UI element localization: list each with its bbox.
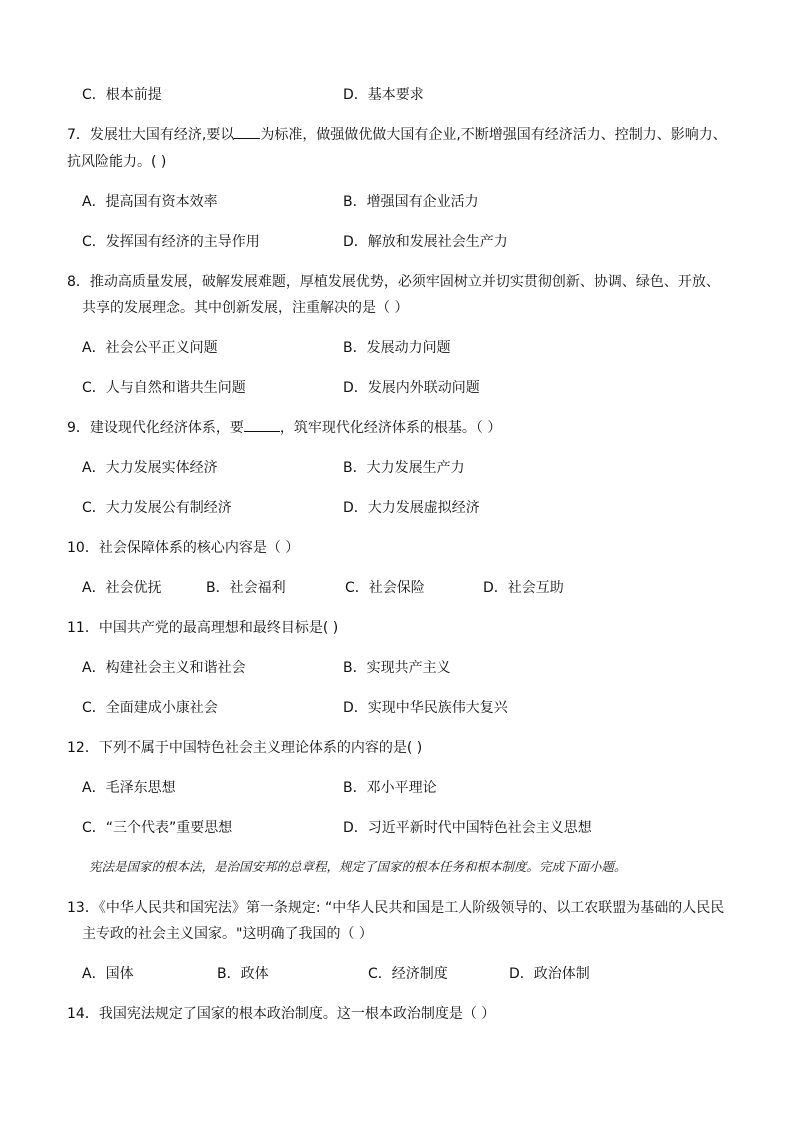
q7-blank [234, 126, 260, 139]
q9-option-d: D．大力发展虚拟经济 [343, 500, 480, 516]
q10-option-a: A．社会优抚 [82, 580, 162, 596]
q9-option-b: B．大力发展生产力 [343, 460, 465, 476]
q7-stem-part-a: 7．发展壮大国有经济,要以 [67, 127, 235, 143]
q7-stem-line2: 抗风险能力。( ) [67, 154, 167, 170]
q7-option-b: B．增强国有企业活力 [343, 194, 479, 210]
q8-option-c: C．人与自然和谐共生问题 [82, 380, 246, 396]
q10-stem: 10．社会保障体系的核心内容是（ ） [67, 540, 300, 556]
q8-option-a: A．社会公平正义问题 [82, 340, 218, 356]
q12-stem: 12．下列不属于中国特色社会主义理论体系的内容的是( ) [67, 740, 423, 756]
material-passage: 宪法是国家的根本法，是治国安邦的总章程，规定了国家的根本任务和根本制度。完成下面小题。 [89, 859, 627, 874]
q11-option-d: D．实现中华民族伟大复兴 [343, 700, 508, 716]
q9-stem-part-a: 9．建设现代化经济体系，要 [67, 420, 244, 436]
q14-stem: 14．我国宪法规定了国家的根本政治制度。这一根本政治制度是（ ） [67, 1006, 496, 1022]
q12-option-b: B．邓小平理论 [343, 780, 437, 796]
q7-stem-line1 [67, 124, 727, 144]
q10-option-d: D．社会互助 [483, 580, 564, 596]
q13-option-a: A．国体 [82, 966, 134, 982]
q12-option-c: C．“三个代表”重要思想 [82, 820, 233, 836]
q13-option-d: D．政治体制 [509, 966, 590, 982]
q9-stem-part-b: ，筑牢现代化经济体系的根基。（ ） [279, 420, 502, 436]
q11-option-b: B．实现共产主义 [343, 660, 451, 676]
q13-stem-line1: 13．《中华人民共和国宪法》第一条规定: “中华人民共和国是工人阶级领导的、以工农联盟为基础的人民民 [67, 900, 725, 916]
q13-option-b: B．政体 [217, 966, 269, 982]
q7-stem-part-b: 为标准，做强做优做大国有企业,不断增强国有经济活力、控制力、影响力、 [260, 127, 727, 143]
q8-option-b: B．发展动力问题 [343, 340, 451, 356]
q7-option-d: D．解放和发展社会生产力 [343, 234, 508, 250]
q8-stem-line1: 8．推动高质量发展，破解发展难题，厚植发展优势，必须牢固树立并切实贯彻创新、协调、绿色、开放、 [67, 274, 720, 290]
q10-option-c: C．社会保险 [345, 580, 425, 596]
q6-option-c: C．根本前提 [82, 87, 162, 103]
q9-blank [244, 419, 280, 432]
q11-option-c: C．全面建成小康社会 [82, 700, 218, 716]
q12-option-a: A．毛泽东思想 [82, 780, 176, 796]
q10-option-b: B．社会福利 [206, 580, 286, 596]
q7-option-a: A．提高国有资本效率 [82, 194, 218, 210]
q7-option-c: C．发挥国有经济的主导作用 [82, 234, 260, 250]
q12-option-d: D．习近平新时代中国特色社会主义思想 [343, 820, 592, 836]
q13-option-c: C．经济制度 [368, 966, 448, 982]
q9-option-a: A．大力发展实体经济 [82, 460, 218, 476]
q11-stem: 11．中国共产党的最高理想和最终目标是( ) [67, 620, 339, 636]
q13-stem-line2: 主专政的社会主义国家。"这明确了我国的（ ） [82, 926, 373, 942]
q11-option-a: A．构建社会主义和谐社会 [82, 660, 246, 676]
q8-stem-line2: 共享的发展理念。其中创新发展，注重解决的是（ ） [82, 300, 409, 316]
q6-option-d: D．基本要求 [343, 87, 424, 103]
q9-option-c: C．大力发展公有制经济 [82, 500, 232, 516]
q9-stem [67, 417, 501, 437]
q8-option-d: D．发展内外联动问题 [343, 380, 480, 396]
